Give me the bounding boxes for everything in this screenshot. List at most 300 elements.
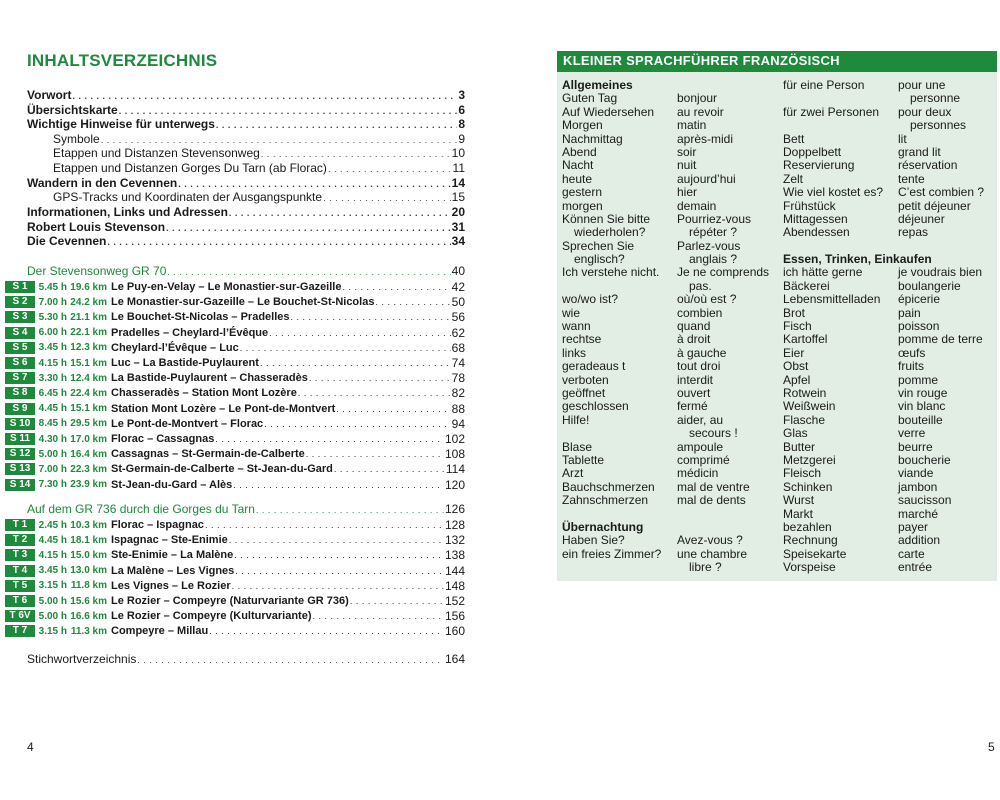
dot-leader: [306, 448, 444, 460]
phrase-cell: [562, 508, 661, 521]
phrase-cell: bonjour: [677, 91, 718, 106]
phrase-cell: wiederholen?: [574, 225, 646, 240]
phrase-cell: [677, 79, 769, 92]
phrase-cell: pain: [898, 305, 921, 320]
dot-leader: [328, 161, 452, 177]
phrase-cell: [898, 253, 984, 266]
dot-leader: [309, 372, 451, 384]
stage-route: Station Mont Lozère – Le Pont-de-Montvert: [111, 402, 336, 415]
toc-entry-page: 9: [458, 132, 465, 146]
stage-page: 62: [451, 325, 465, 340]
stage-route: Chasseradès – Station Mont Lozère: [111, 387, 297, 400]
phrase-cell: Abend: [562, 144, 597, 159]
stage-hours: 6.00 h: [38, 327, 67, 339]
phrase-cell: personne: [910, 91, 961, 106]
stage-row: [5, 594, 465, 608]
dot-leader: [216, 117, 457, 133]
stage-hours: 5.00 h: [38, 595, 67, 607]
stage-route: Cassagnas – St-Germain-de-Calberte: [111, 448, 305, 461]
dot-leader: [107, 234, 450, 250]
phrase-cell: demain: [677, 198, 717, 213]
stage-hours: 6.45 h: [38, 387, 67, 399]
page-number-right: 5: [988, 740, 995, 754]
phrase-cell: Glas: [783, 426, 808, 441]
phrase-cell: Eier: [783, 345, 805, 360]
stage-code-badge: T 2: [5, 534, 35, 546]
stage-page: 82: [451, 386, 465, 401]
stage-route: Le Puy-en-Velay – Le Monastier-sur-Gazeille: [111, 281, 342, 293]
phrase-cell: Auf Wiedersehen: [562, 104, 655, 119]
phrase-cell: secours !: [689, 426, 738, 441]
phrase-cell: Nachmittag: [562, 131, 623, 146]
phrase-cell: morgen: [562, 198, 603, 213]
stage-code-badge: S 6: [5, 357, 35, 369]
phrase-cell: Je ne comprends: [677, 265, 770, 280]
stage-page: 132: [444, 533, 465, 548]
stage-route: St-Jean-du-Gard – Alès: [111, 478, 233, 491]
stage-hours: 3.15 h: [38, 580, 67, 592]
stage-distance: 12.4 km: [70, 372, 107, 384]
dot-leader: [260, 357, 451, 369]
phrase-cell: Zahnschmerzen: [562, 493, 649, 508]
stage-hours: 5.45 h: [38, 281, 67, 293]
phrase-cell: nuit: [677, 158, 697, 173]
stage-page: 56: [451, 310, 465, 325]
phrase-cell: [562, 280, 661, 293]
stage-route: Le Rozier – Compeyre (Naturvariante GR 736): [111, 595, 349, 607]
toc-entry-page: 3: [458, 88, 465, 102]
phrase-cell: saucisson: [898, 493, 952, 508]
dot-leader: [205, 519, 444, 531]
phrase-cell: Sprechen Sie: [562, 238, 635, 253]
phrase-cell: Kartoffel: [783, 332, 828, 347]
phrase-cell: C’est combien ?: [898, 185, 985, 200]
phrase-cell: aujourd’hui: [677, 171, 736, 186]
phrase-cell: ampoule: [677, 439, 724, 454]
dot-leader: [167, 264, 450, 280]
dot-leader: [334, 463, 445, 475]
stage-hours: 7.00 h: [38, 463, 67, 475]
phrase-cell: Allgemeines: [562, 78, 633, 92]
phrase-cell: wie: [562, 305, 581, 320]
stage-page: 138: [444, 548, 465, 563]
phrase-cell: interdit: [677, 372, 714, 387]
stage-row: [5, 462, 465, 476]
stage-row: [5, 447, 465, 461]
stage-code-badge: S 14: [5, 479, 35, 491]
phrase-cell: soir: [677, 144, 697, 159]
stage-distance: 15.1 km: [70, 403, 107, 415]
phrase-cell: für eine Person: [783, 78, 865, 92]
stage-distance: 15.0 km: [70, 549, 107, 561]
dot-leader: [215, 433, 444, 445]
phrase-cell: tout droi: [677, 359, 721, 374]
phrase-cell: combien: [677, 305, 723, 320]
stage-distance: 23.9 km: [70, 479, 107, 491]
stage-row: [5, 478, 465, 492]
phrase-cell: grand lit: [898, 144, 941, 159]
toc-entry: [27, 176, 465, 191]
phrase-cell: ouvert: [677, 385, 711, 400]
toc-entry-page: 11: [452, 161, 465, 175]
stage-distance: 10.3 km: [70, 519, 107, 531]
toc-entry-title: Übersichtskarte: [27, 103, 118, 117]
phrase-cell: [677, 521, 769, 534]
toc-entry: [27, 161, 465, 176]
dot-leader: [264, 418, 450, 430]
stage-code-badge: S 2: [5, 296, 35, 308]
phrase-cell: Zelt: [783, 171, 804, 186]
phrase-cell: bezahlen: [783, 519, 832, 534]
dot-leader: [350, 595, 444, 607]
stage-page: 102: [444, 432, 465, 446]
phrase-cell: entrée: [898, 560, 933, 575]
dot-leader: [298, 387, 451, 399]
phrase-cell: Nacht: [562, 158, 594, 173]
phrase-cell: addition: [898, 533, 941, 548]
phrase-cell: repas: [898, 225, 929, 240]
stage-page: 152: [444, 594, 465, 608]
stage-code-badge: S 1: [5, 281, 35, 293]
stage-code-badge: T 3: [5, 549, 35, 561]
stage-row: [5, 432, 465, 446]
phrase-cell: où/où est ?: [677, 292, 737, 307]
stage-distance: 16.6 km: [70, 610, 107, 622]
phrase-cell: Flasche: [783, 412, 826, 427]
stage-page: 88: [451, 401, 465, 416]
phrase-cell: réservation: [898, 158, 958, 173]
stage-hours: 7.30 h: [38, 479, 67, 491]
stage-hours: 5.00 h: [38, 448, 67, 460]
stage-page: 128: [444, 518, 465, 532]
phrase-cell: anglais ?: [689, 252, 738, 267]
toc-entry: [27, 190, 465, 205]
stage-code-badge: S 13: [5, 463, 35, 475]
stage-row: [5, 624, 465, 638]
phrase-cell: [898, 240, 984, 253]
phrase-cell: Doppelbett: [783, 144, 842, 159]
stage-route: La Bastide-Puylaurent – Chasseradès: [111, 372, 308, 385]
stage-page: 120: [444, 477, 465, 492]
phrase-cell: Butter: [783, 439, 816, 454]
dot-leader: [313, 610, 444, 622]
dot-leader: [323, 190, 451, 206]
phrase-cell: aider, au: [677, 412, 724, 427]
dot-leader: [72, 88, 457, 104]
phrase-cell: jambon: [898, 479, 938, 494]
dot-leader: [342, 281, 450, 293]
toc-entry-page: 31: [451, 220, 465, 234]
toc-entry: [27, 205, 465, 220]
phrase-cell: libre ?: [689, 560, 722, 575]
phrase-cell: vin rouge: [898, 385, 948, 400]
phrase-cell: au revoir: [677, 104, 724, 119]
stage-hours: 5.30 h: [38, 311, 67, 323]
stage-code-badge: S 8: [5, 387, 35, 399]
stage-row: [5, 518, 465, 532]
phrase-cell: comprimé: [677, 452, 730, 467]
dot-leader: [256, 502, 444, 518]
stage-route: St-Germain-de-Calberte – St-Jean-du-Gard: [111, 463, 333, 476]
phrase-cell: Fleisch: [783, 466, 822, 481]
stage-distance: 17.0 km: [70, 433, 107, 445]
dot-leader: [269, 327, 451, 339]
toc-entry: [27, 132, 465, 147]
phrase-cell: épicerie: [898, 292, 941, 307]
phrase-cell: Haben Sie?: [562, 533, 625, 548]
dot-leader: [261, 146, 451, 162]
phrase-cell: heute: [562, 171, 593, 186]
phrase-cell: verre: [898, 426, 926, 441]
stage-page: 160: [444, 624, 465, 639]
stage-code-badge: T 1: [5, 519, 35, 531]
stage-route: Le Bouchet-St-Nicolas – Pradelles: [111, 311, 290, 324]
toc-entry-title: Robert Louis Stevenson: [27, 220, 166, 234]
stage-distance: 12.3 km: [70, 342, 107, 354]
phrase-cell: hier: [677, 185, 698, 200]
toc-entry-title: Stichwortverzeichnis: [27, 652, 137, 666]
phrase-cell: médicin: [677, 466, 719, 481]
dot-leader: [232, 580, 444, 592]
phrase-cell: Frühstück: [783, 198, 836, 213]
toc-entry-title: Die Cevennen: [27, 234, 107, 248]
phrase-cell: pomme de terre: [898, 332, 983, 347]
phrase-cell: beurre: [898, 439, 933, 454]
toc-entry-title: Etappen und Distanzen Gorges Du Tarn (ab Florac): [53, 161, 327, 175]
phrase-cell: Hilfe!: [562, 412, 590, 427]
phrase-cell: répéter ?: [689, 225, 738, 240]
phrase-cell: links: [562, 345, 587, 360]
phrase-cell: Wurst: [783, 493, 815, 508]
phrase-cell: Avez-vous ?: [677, 533, 743, 548]
toc-entry: [27, 234, 465, 249]
phrase-cell: Tablette: [562, 452, 605, 467]
stage-page: 68: [451, 340, 465, 355]
stage-hours: 4.15 h: [38, 357, 67, 369]
toc-entry: [27, 146, 465, 161]
stage-route: Ste-Enimie – La Malène: [111, 549, 234, 562]
dot-leader: [240, 342, 451, 354]
toc-entry-title: Wandern in den Cevennen: [27, 176, 178, 190]
stage-distance: 15.6 km: [70, 595, 107, 607]
phrase-cell: gestern: [562, 185, 603, 200]
dot-leader: [291, 311, 451, 323]
stage-row: [5, 356, 465, 370]
stage-hours: 4.30 h: [38, 433, 67, 445]
stage-row: [5, 548, 465, 562]
stage-distance: 18.1 km: [70, 534, 107, 546]
toc-entry-page: 15: [451, 190, 465, 204]
phrase-cell: bouteille: [898, 412, 943, 427]
stage-code-badge: S 9: [5, 403, 35, 415]
phrase-cell: Reservierung: [783, 158, 855, 173]
phrase-cell: verboten: [562, 372, 609, 387]
phrase-cell: Schinken: [783, 479, 833, 494]
phrase-cell: petit déjeuner: [898, 198, 971, 213]
stage-distance: 22.4 km: [70, 387, 107, 399]
stage-hours: 8.45 h: [38, 418, 67, 430]
dot-leader: [209, 625, 444, 637]
stage-code-badge: S 4: [5, 327, 35, 339]
phrase-cell: boucherie: [898, 452, 951, 467]
phrase-cell: marché: [898, 506, 939, 521]
phrase-cell: [562, 427, 661, 440]
stage-row: [5, 326, 465, 340]
stage-route: Le Monastier-sur-Gazeille – Le Bouchet-St-Nicolas: [111, 296, 375, 309]
stage-code-badge: T 5: [5, 580, 35, 592]
phrase-cell: ich hätte gerne: [783, 265, 863, 280]
stage-distance: 19.6 km: [70, 281, 107, 293]
phrase-cell: payer: [898, 519, 929, 534]
dot-leader: [336, 403, 450, 415]
stage-page: 156: [444, 609, 465, 624]
page-title: INHALTSVERZEICHNIS: [27, 51, 218, 70]
stage-route: La Malène – Les Vignes: [111, 564, 235, 577]
phrase-cell: Pourriez-vous: [677, 211, 752, 226]
stage-hours: 4.45 h: [38, 403, 67, 415]
toc-entry-title: Symbole: [53, 132, 100, 146]
stage-hours: 3.45 h: [38, 565, 67, 577]
phrase-cell: Wie viel kostet es?: [783, 185, 884, 200]
toc-entry-page: 14: [451, 176, 465, 190]
phrase-cell: Morgen: [562, 118, 603, 133]
dot-leader: [229, 534, 444, 546]
phrase-cell: œufs: [898, 345, 926, 360]
toc-entry-page: 8: [458, 117, 465, 131]
page-number-left: 4: [27, 740, 34, 754]
phrase-cell: poisson: [898, 319, 940, 334]
stage-route: Florac – Cassagnas: [111, 433, 215, 445]
stage-hours: 3.30 h: [38, 372, 67, 384]
phrase-cell: Speisekarte: [783, 546, 847, 561]
section-gorges-du-tarn: [27, 502, 465, 517]
stage-row: [5, 533, 465, 547]
stage-distance: 22.3 km: [70, 463, 107, 475]
toc-entry-page: 20: [451, 205, 465, 219]
stage-distance: 16.4 km: [70, 448, 107, 460]
phrase-cell: Arzt: [562, 466, 584, 481]
phrase-cell: tente: [898, 171, 925, 186]
phrasebook-column-german-1: [562, 79, 661, 561]
phrase-cell: Mittagessen: [783, 211, 848, 226]
phrase-cell: Parlez-vous: [677, 238, 741, 253]
toc-entry: [27, 117, 465, 132]
stage-hours: 4.15 h: [38, 549, 67, 561]
stage-distance: 24.2 km: [70, 296, 107, 308]
stage-hours: 4.45 h: [38, 534, 67, 546]
stage-code-badge: S 11: [5, 433, 35, 445]
phrasebook-column-french-1: [677, 79, 769, 574]
stage-route: Luc – La Bastide-Puylaurent: [111, 357, 259, 369]
stage-route: Le Rozier – Compeyre (Kulturvariante): [111, 610, 312, 623]
phrase-cell: quand: [677, 319, 711, 334]
phrase-cell: Weißwein: [783, 399, 836, 414]
phrase-cell: Rechnung: [783, 533, 838, 548]
phrase-cell: Essen, Trinken, Einkaufen: [783, 252, 932, 267]
phrase-cell: geradeaus t: [562, 359, 626, 374]
stage-code-badge: S 12: [5, 448, 35, 460]
toc-entry-page: 6: [458, 103, 465, 117]
phrase-cell: déjeuner: [898, 211, 945, 226]
stage-hours: 3.45 h: [38, 342, 67, 354]
phrase-cell: carte: [898, 546, 925, 561]
phrase-cell: Markt: [783, 506, 813, 521]
phrase-cell: boulangerie: [898, 278, 961, 293]
phrase-cell: matin: [677, 118, 707, 133]
stage-hours: 7.00 h: [38, 296, 67, 308]
stage-row: [5, 386, 465, 400]
stage-distance: 13.0 km: [70, 565, 107, 577]
phrase-cell: Übernachtung: [562, 519, 644, 534]
phrase-cell: pomme: [898, 372, 939, 387]
dot-leader: [234, 549, 444, 561]
stage-row: [5, 579, 465, 593]
stage-page: 78: [451, 371, 465, 386]
phrase-cell: Blase: [562, 439, 593, 454]
phrasebook-title: KLEINER SPRACHFÜHRER FRANZÖSISCH: [563, 53, 840, 68]
section-stevensonweg: [27, 264, 465, 279]
stage-row: [5, 310, 465, 324]
stage-distance: 11.8 km: [70, 580, 107, 592]
phrase-cell: Apfel: [783, 372, 811, 387]
phrase-cell: après-midi: [677, 131, 734, 146]
phrase-cell: Obst: [783, 359, 809, 374]
stage-code-badge: S 5: [5, 342, 35, 354]
phrase-cell: mal de dents: [677, 493, 746, 508]
stage-route: Les Vignes – Le Rozier: [111, 579, 231, 592]
dot-leader: [137, 652, 444, 668]
phrase-cell: une chambre: [677, 546, 748, 561]
toc-entry-title: Vorwort: [27, 88, 72, 102]
dot-leader: [375, 296, 450, 308]
stage-row: [5, 564, 465, 578]
phrase-cell: geöffnet: [562, 385, 606, 400]
phrase-cell: Bauchschmerzen: [562, 479, 655, 494]
phrase-cell: Fisch: [783, 319, 812, 334]
dot-leader: [235, 565, 444, 577]
stage-code-badge: S 10: [5, 418, 35, 430]
phrase-cell: fermé: [677, 399, 708, 414]
stage-page: 50: [451, 295, 465, 310]
phrase-cell: Bäckerei: [783, 278, 830, 293]
stage-row: [5, 280, 465, 294]
phrase-cell: personnes: [910, 118, 967, 133]
stage-distance: 15.1 km: [70, 357, 107, 369]
phrasebook-column-french-2: [898, 79, 984, 574]
stage-route: Le Pont-de-Montvert – Florac: [111, 417, 264, 430]
stage-route: Ispagnac – Ste-Enimie: [111, 534, 228, 547]
stage-distance: 22.1 km: [70, 327, 107, 339]
phrase-cell: wo/wo ist?: [562, 292, 619, 307]
toc-entry-page: 10: [451, 146, 465, 160]
phrase-cell: à gauche: [677, 345, 727, 360]
phrase-cell: Bett: [783, 131, 805, 146]
phrase-cell: Vorspeise: [783, 560, 836, 575]
phrase-cell: Metzgerei: [783, 452, 836, 467]
section-page: 126: [444, 502, 465, 516]
stage-distance: 11.3 km: [70, 625, 107, 637]
dot-leader: [229, 205, 451, 221]
phrase-cell: à droit: [677, 332, 711, 347]
stage-row: [5, 402, 465, 416]
stage-row: [5, 609, 465, 623]
stage-page: 74: [451, 356, 465, 370]
stage-code-badge: T 6: [5, 595, 35, 607]
section-title: Der Stevensonweg GR 70: [27, 264, 167, 278]
toc-entry-page: 34: [451, 234, 465, 248]
toc-entry-title: Etappen und Distanzen Stevensonweg: [53, 146, 260, 160]
stage-distance: 21.1 km: [70, 311, 107, 323]
